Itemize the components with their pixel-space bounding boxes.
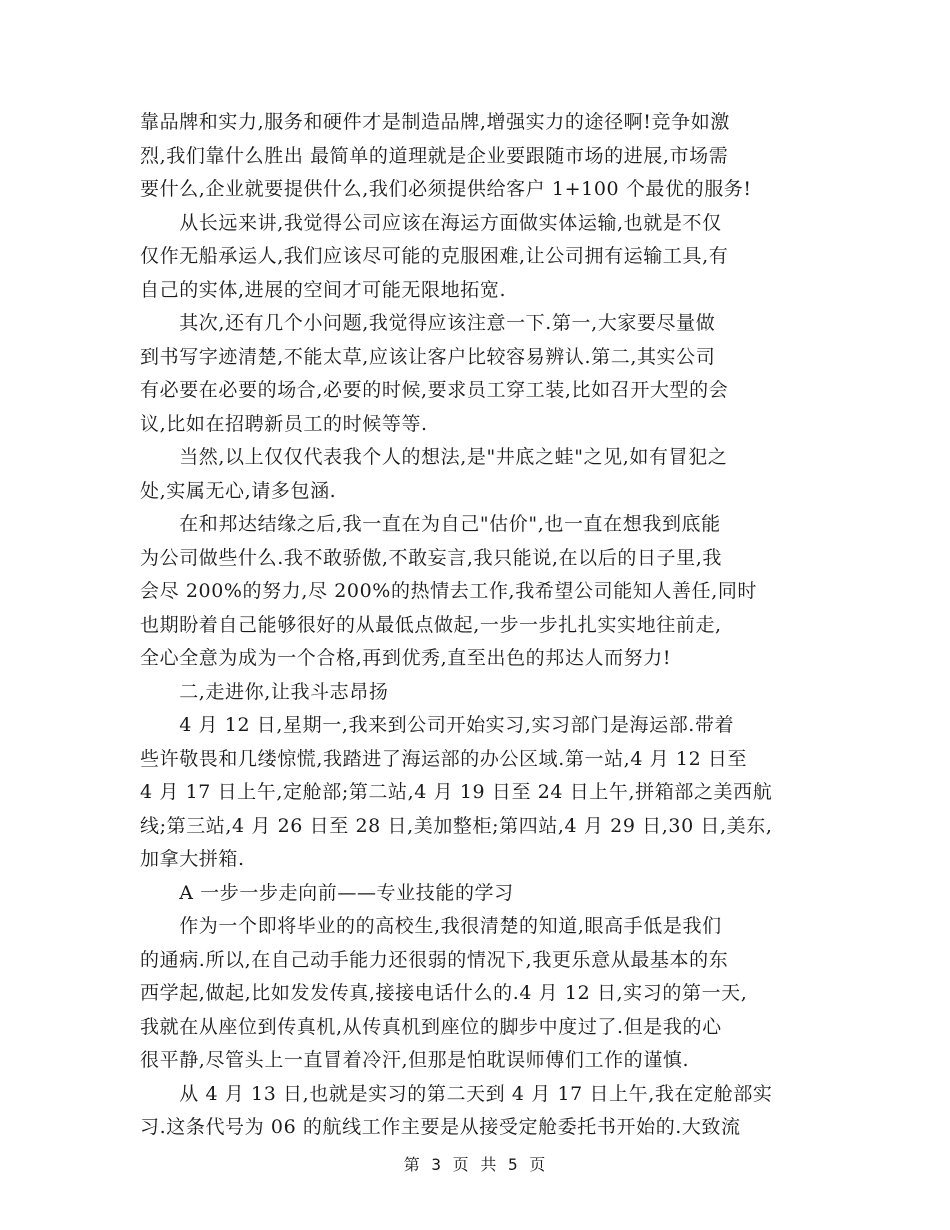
- text-line: 从长远来讲,我觉得公司应该在海运方面做实体运输,也就是不仅: [140, 211, 722, 234]
- page-number: 第 3 页 共 5 页: [403, 1155, 547, 1174]
- text-line: 要什么,企业就要提供什么,我们必须提供给客户 1+100 个最优的服务!: [140, 178, 752, 200]
- text-line: 靠品牌和实力,服务和硬件才是制造品牌,增强实力的途径啊!竞争如激: [140, 111, 730, 133]
- text-line: 些许敬畏和几缕惊慌,我踏进了海运部的办公区域.第一站,4 月 12 日至: [140, 747, 748, 770]
- text-line: 处,实属无心,请多包涵.: [140, 479, 337, 502]
- text-line: 其次,还有几个小问题,我觉得应该注意一下.第一,大家要尽量做: [140, 312, 716, 334]
- subsection-heading: A 一步一步走向前——专业技能的学习: [140, 881, 514, 904]
- text-line: 为公司做些什么.我不敢骄傲,不敢妄言,我只能说,在以后的日子里,我: [140, 546, 722, 569]
- text-line: 也期盼着自己能够很好的从最低点做起,一步一步扎扎实实地往前走,: [140, 613, 722, 636]
- text-line: 从 4 月 13 日,也就是实习的第二天到 4 月 17 日上午,我在定舱部实: [140, 1082, 773, 1105]
- text-line: 作为一个即将毕业的的高校生,我很清楚的知道,眼高手低是我们: [140, 915, 722, 937]
- text-line: 线;第三站,4 月 26 日至 28 日,美加整柜;第四站,4 月 29 日,30 日,美东,: [140, 814, 773, 837]
- text-line: 全心全意为成为一个合格,再到优秀,直至出色的邦达人而努力!: [140, 647, 672, 669]
- text-line: 仅作无船承运人,我们应该尽可能的克服困难,让公司拥有运输工具,有: [140, 245, 729, 267]
- text-line: 在和邦达结缘之后,我一直在为自己"估价",也一直在想我到底能: [140, 513, 721, 535]
- text-line: 烈,我们靠什么胜出 最简单的道理就是企业要跟随市场的进展,市场需: [140, 144, 729, 167]
- text-line: 很平静,尽管头上一直冒着冷汗,但那是怕耽误师傅们工作的谨慎.: [140, 1049, 690, 1071]
- text-line: 4 月 12 日,星期一,我来到公司开始实习,实习部门是海运部.带着: [140, 714, 735, 736]
- text-line: 加拿大拼箱.: [140, 848, 245, 870]
- section-heading: 二,走进你,让我斗志昂扬: [140, 680, 389, 703]
- text-line: 自己的实体,进展的空间才可能无限地拓宽.: [140, 278, 507, 301]
- text-line: 议,比如在招聘新员工的时候等等.: [140, 412, 428, 435]
- text-line: 有必要在必要的场合,必要的时候,要求员工穿工装,比如召开大型的会: [140, 379, 729, 401]
- text-line: 我就在从座位到传真机,从传真机到座位的脚步中度过了.但是我的心: [140, 1015, 722, 1038]
- body-text: [140, 106, 840, 1145]
- text-line: 习.这条代号为 06 的航线工作主要是从接受定舱委托书开始的.大致流: [140, 1116, 741, 1138]
- text-line: 的通病.所以,在自己动手能力还很弱的情况下,我更乐意从最基本的东: [140, 948, 729, 971]
- text-line: 到书写字迹清楚,不能太草,应该让客户比较容易辨认.第二,其实公司: [140, 345, 716, 368]
- text-line: 4 月 17 日上午,定舱部;第二站,4 月 19 日至 24 日上午,拼箱部之美西航: [140, 781, 773, 803]
- text-line: 会尽 200%的努力,尽 200%的热情去工作,我希望公司能知人善任,同时: [140, 580, 758, 602]
- text-line: 西学起,做起,比如发发传真,接接电话什么的.4 月 12 日,实习的第一天,: [140, 982, 748, 1004]
- text-line: 当然,以上仅仅代表我个人的想法,是"井底之蛙"之见,如有冒犯之: [140, 446, 728, 468]
